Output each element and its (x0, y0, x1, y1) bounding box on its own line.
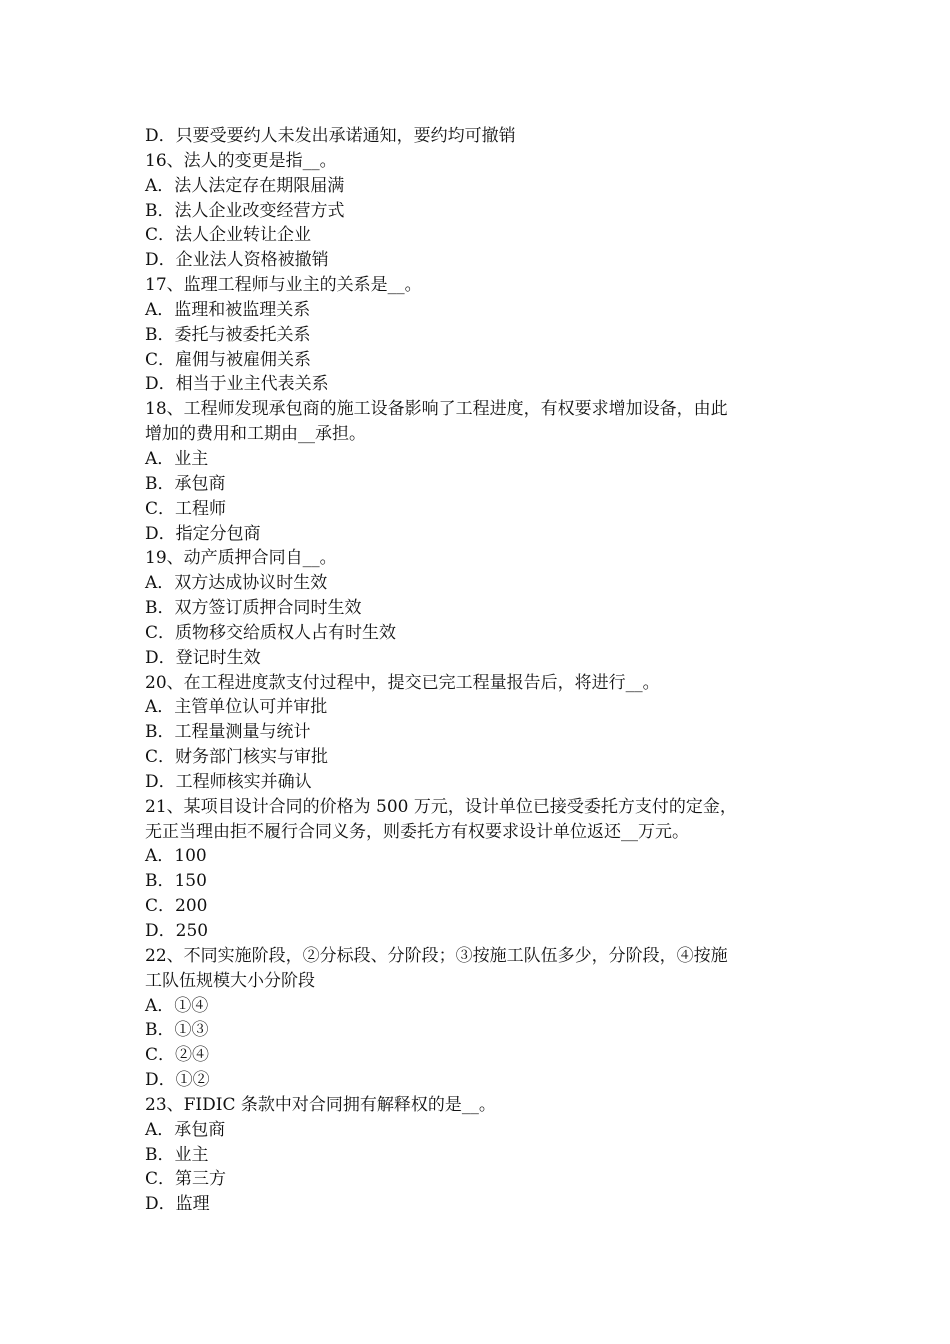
option-line: C．②④ (145, 1045, 210, 1066)
option-line: B．业主 (145, 1144, 209, 1165)
option-line: D．指定分包商 (145, 523, 261, 544)
question-line: 21、某项目设计合同的价格为 500 万元，设计单位已接受委托方支付的定金， (145, 796, 737, 817)
option-line: D．登记时生效 (145, 647, 261, 668)
question-line: 22、不同实施阶段，②分标段、分阶段；③按施工队伍多少，分阶段，④按施 (145, 945, 728, 966)
option-line: C．雇佣与被雇佣关系 (145, 349, 312, 370)
option-line: D．监理 (145, 1194, 210, 1215)
option-line: D．250 (145, 921, 209, 941)
question-line: 19、动产质押合同自__。 (145, 548, 337, 569)
option-line: D．①② (145, 1070, 210, 1091)
option-line: A．监理和被监理关系 (145, 299, 311, 320)
option-line: A．①④ (145, 995, 209, 1016)
option-line: C．法人企业转让企业 (145, 225, 312, 246)
question-line: 无正当理由拒不履行合同义务，则委托方有权要求设计单位返还__万元。 (145, 821, 689, 842)
option-line: B．双方签订质押合同时生效 (145, 598, 362, 619)
option-line: A．主管单位认可并审批 (145, 697, 328, 718)
question-line: 20、在工程进度款支付过程中，提交已完工程量报告后，将进行__。 (145, 672, 660, 693)
option-line: C．工程师 (145, 498, 227, 519)
option-line: C．第三方 (145, 1169, 227, 1190)
option-line: B．工程量测量与统计 (145, 722, 311, 743)
option-line: C．财务部门核实与审批 (145, 747, 329, 768)
question-line: 17、监理工程师与业主的关系是__。 (145, 275, 422, 296)
question-line: 23、FIDIC 条款中对合同拥有解释权的是__。 (145, 1094, 496, 1115)
option-line: D．只要受要约人未发出承诺通知，要约均可撤销 (145, 126, 516, 146)
option-line: A．双方达成协议时生效 (145, 573, 328, 594)
option-line: C．质物移交给质权人占有时生效 (145, 622, 397, 643)
document-body (145, 124, 825, 1217)
option-line: B．委托与被委托关系 (145, 324, 311, 345)
option-line: B．法人企业改变经营方式 (145, 200, 345, 221)
option-line: C．200 (145, 896, 208, 917)
question-line: 16、法人的变更是指__。 (145, 150, 337, 171)
question-line: 工队伍规模大小分阶段 (145, 970, 315, 991)
option-line: D．工程师核实并确认 (145, 771, 312, 792)
option-line: A．100 (145, 846, 207, 867)
option-line: A．业主 (145, 448, 209, 469)
option-line: D．相当于业主代表关系 (145, 374, 329, 395)
option-line: A．承包商 (145, 1119, 226, 1140)
option-line: D．企业法人资格被撤销 (145, 250, 329, 271)
option-line: A．法人法定存在期限届满 (145, 175, 345, 196)
question-line: 增加的费用和工期由__承担。 (145, 424, 366, 445)
option-line: B．150 (145, 871, 207, 892)
question-line: 18、工程师发现承包商的施工设备影响了工程进度，有权要求增加设备，由此 (145, 399, 728, 420)
option-line: B．①③ (145, 1020, 209, 1041)
option-line: B．承包商 (145, 473, 226, 494)
